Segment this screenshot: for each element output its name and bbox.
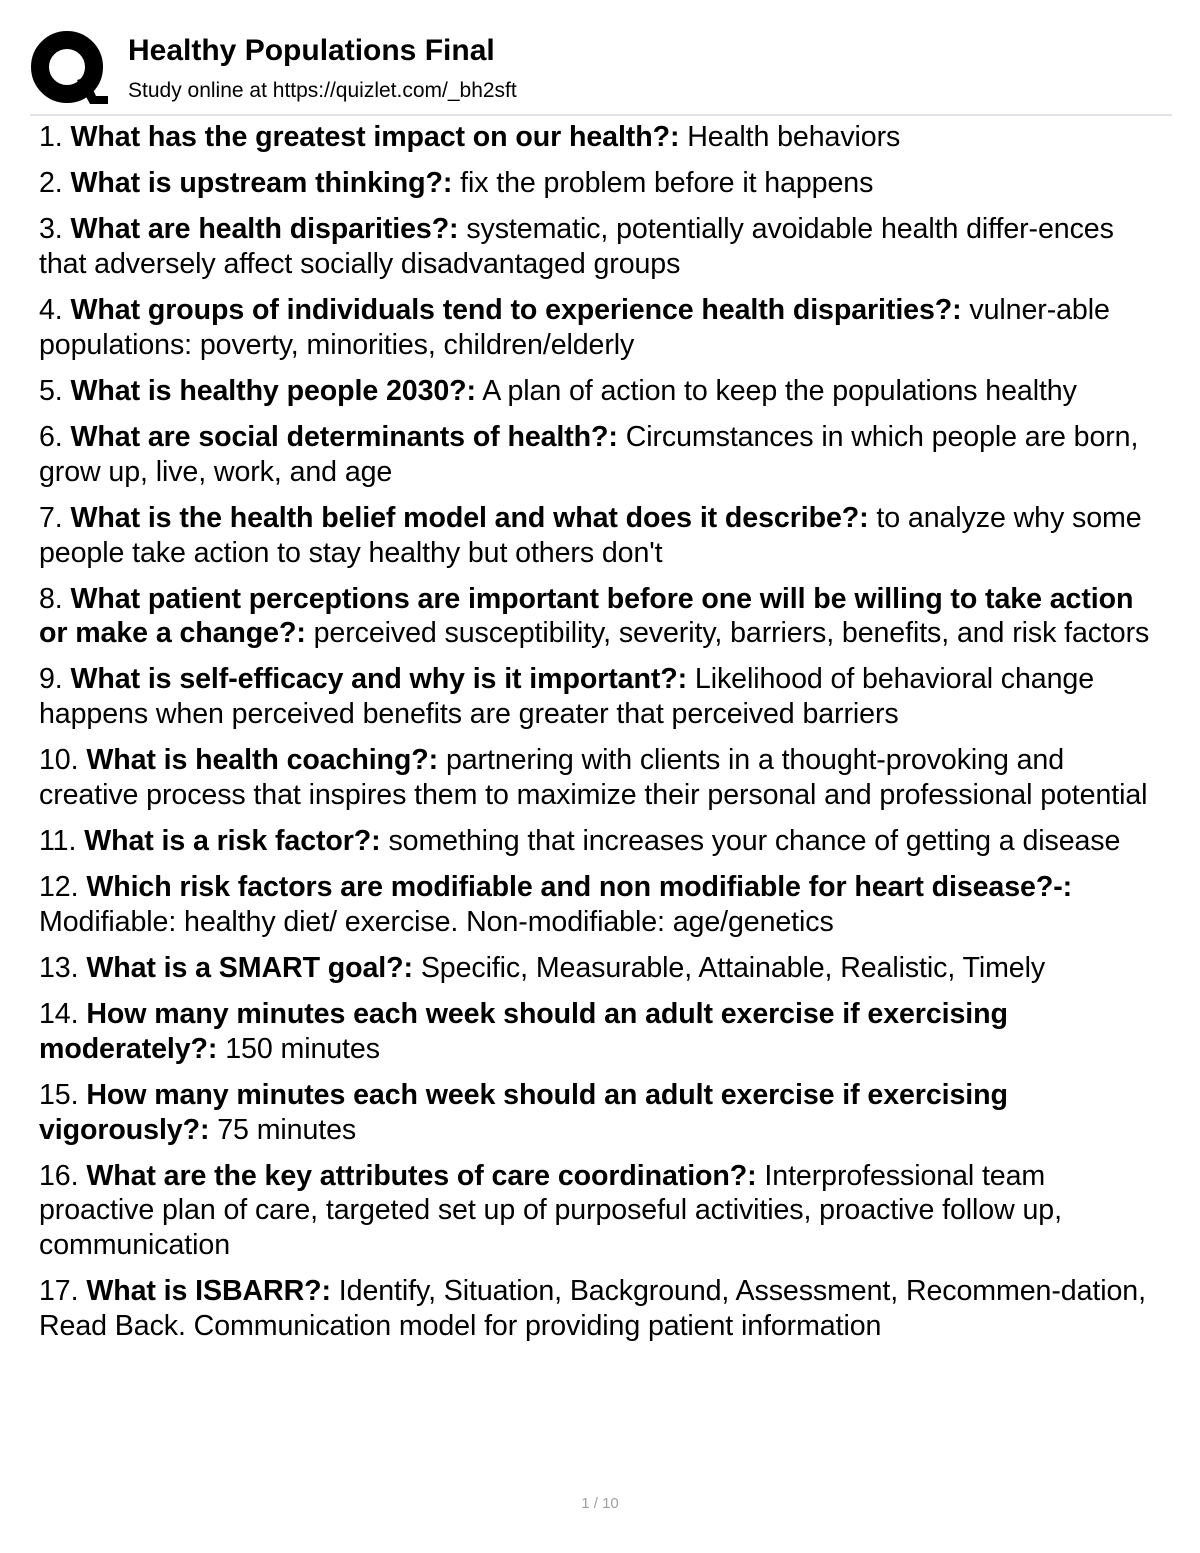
card-number: 1.: [39, 121, 63, 153]
card-definition: systematic, potentially avoidable health differ-ences that adversely affect socially disadvantaged groups: [39, 213, 1114, 280]
card-number: 12.: [39, 871, 79, 904]
card-definition: something that increases your chance of getting a disease: [388, 825, 1121, 858]
card-number: 17.: [39, 1275, 79, 1308]
card-definition: Modifiable: healthy diet/ exercise. Non-modifiable: age/genetics: [39, 905, 834, 938]
card-definition: Circumstances in which people are born, grow up, live, work, and age: [39, 421, 1139, 488]
card-number: 3.: [39, 213, 63, 246]
card-definition: perceived susceptibility, severity, barriers, benefits, and risk factors: [313, 617, 1150, 650]
flashcard-list: [39, 120, 1167, 1355]
card-term: What is health coaching?:: [86, 744, 439, 777]
flashcard-item: [39, 582, 1167, 651]
card-term: What patient perceptions are important before one will be willing to take action or make a change?:: [39, 582, 1134, 650]
card-number: 11.: [39, 825, 77, 858]
card-number: 16.: [39, 1159, 79, 1192]
card-number: 4.: [39, 294, 63, 327]
card-definition: partnering with clients in a thought-provoking and creative process that inspires them to maximize their personal and professional potential: [39, 744, 1148, 811]
card-term: How many minutes each week should an adult exercise if exercising moderately?:: [39, 998, 1008, 1065]
card-number: 15.: [39, 1078, 79, 1111]
card-definition: Identify, Situation, Background, Assessment, Recommen-dation, Read Back. Communication model for providing patient information: [39, 1275, 1146, 1342]
card-term: What are social determinants of health?:: [70, 421, 618, 454]
document-header: [30, 26, 1172, 116]
card-term: How many minutes each week should an adult exercise if exercising vigorously?:: [39, 1078, 1008, 1146]
card-definition: 150 minutes: [225, 1032, 380, 1065]
card-number: 13.: [39, 952, 79, 984]
card-term: What is upstream thinking?:: [70, 167, 453, 200]
flashcard-item: [39, 743, 1167, 812]
card-definition: 75 minutes: [217, 1113, 357, 1146]
card-term: What is ISBARR?:: [86, 1275, 331, 1308]
card-term: What is the health belief model and what does it describe?:: [70, 501, 869, 534]
card-number: 6.: [39, 421, 63, 454]
quizlet-q-logo-icon: [30, 30, 108, 108]
flashcard-item: [39, 212, 1167, 281]
flashcard-item: [39, 951, 1167, 986]
flashcard-item: [39, 870, 1167, 939]
card-number: 10.: [39, 744, 79, 777]
card-number: 14.: [39, 998, 79, 1031]
flashcard-item: [39, 997, 1167, 1066]
card-definition: Health behaviors: [687, 121, 901, 153]
card-number: 7.: [39, 501, 63, 534]
card-definition: to analyze why some people take action to stay healthy but others don't: [39, 501, 1142, 569]
card-term: What are health disparities?:: [70, 213, 459, 246]
card-term: What is healthy people 2030?:: [70, 374, 476, 407]
flashcard-item: [39, 1159, 1167, 1263]
card-term: What groups of individuals tend to experience health disparities?:: [70, 294, 962, 327]
card-definition: vulner-able populations: poverty, minorities, children/elderly: [39, 294, 1110, 361]
card-definition: A plan of action to keep the populations healthy: [482, 374, 1077, 407]
flashcard-item: [39, 293, 1167, 362]
card-number: 5.: [39, 374, 63, 407]
card-term: What is a SMART goal?:: [86, 952, 413, 984]
flashcard-item: [39, 166, 1167, 201]
card-term: What is self-efficacy and why is it important?:: [70, 663, 688, 696]
flashcard-item: [39, 1274, 1167, 1343]
flashcard-item: [39, 1078, 1167, 1147]
card-number: 2.: [39, 167, 63, 200]
flashcard-item: [39, 501, 1167, 570]
card-term: Which risk factors are modifiable and non modifiable for heart disease?-:: [86, 871, 1073, 904]
flashcard-item: [39, 420, 1167, 489]
page-indicator: 1 / 10: [581, 1495, 619, 1512]
card-number: 8.: [39, 582, 63, 615]
card-number: 9.: [39, 663, 63, 696]
flashcard-item: [39, 662, 1167, 731]
flashcard-item: [39, 824, 1167, 859]
card-term: What is a risk factor?:: [84, 825, 381, 858]
card-term: What has the greatest impact on our health?:: [70, 121, 680, 153]
card-definition: Specific, Measurable, Attainable, Realistic, Timely: [420, 952, 1046, 984]
study-online-link[interactable]: Study online at https://quizlet.com/_bh2sft: [128, 79, 517, 102]
card-definition: fix the problem before it happens: [460, 167, 874, 200]
flashcard-item: [39, 374, 1167, 409]
card-definition: Likelihood of behavioral change happens when perceived benefits are greater that perceived barriers: [39, 663, 1095, 731]
flashcard-item: [39, 120, 1167, 155]
card-definition: Interprofessional team proactive plan of care, targeted set up of purposeful activities, proactive follow up, communication: [39, 1159, 1062, 1261]
card-term: What are the key attributes of care coordination?:: [86, 1159, 757, 1192]
page-title: Healthy Populations Final: [128, 34, 495, 67]
